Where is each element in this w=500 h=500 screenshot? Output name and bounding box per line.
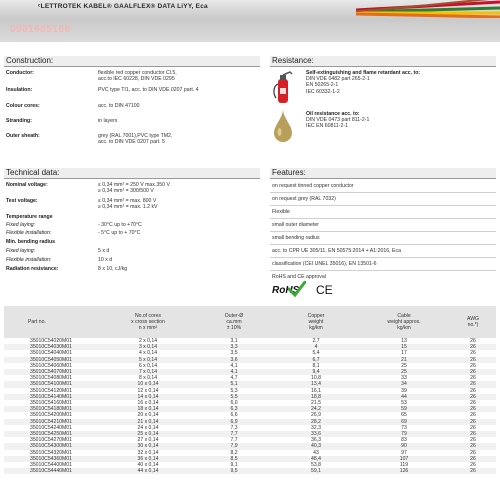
cell-part-no: 35010C54360M01 [4, 456, 102, 462]
cell-cores: 36 x 0,14 [102, 456, 194, 462]
cell-copper-weight: 24,2 [274, 406, 358, 412]
cell-part-no: 35010C54070M01 [4, 369, 102, 375]
construction-key: Outer sheath: [6, 133, 40, 139]
cell-cable-weight: 39 [401, 387, 407, 394]
cell-cable-weight: 25 [358, 369, 450, 375]
cell-awg: 26 [470, 338, 476, 344]
cell-awg: 26 [470, 462, 476, 469]
cell-cores: 24 x 0,14 [137, 424, 159, 431]
feature-divider [270, 270, 496, 271]
technical-value: 10 x d [98, 257, 113, 263]
cell-cores: 4 x 0,14 [138, 350, 158, 357]
technical-key: Nominal voltage: [6, 182, 48, 188]
cell-cores: 14 x 0,14 [102, 394, 194, 400]
column-header-awg: AWG no.*) [450, 306, 496, 338]
cell-copper-weight: 16,1 [311, 387, 321, 394]
column-header-part-no: Part no. [4, 306, 102, 338]
cell-cores: 6 x 0,14 [138, 362, 158, 369]
phone-watermark: 0981685188 [10, 24, 71, 35]
cell-part-no: 35010C54120M01 [30, 387, 72, 394]
resistance-heading [270, 56, 496, 67]
cell-cable-weight: 83 [401, 437, 407, 444]
oil-drop-icon [272, 108, 294, 144]
cell-awg: 26 [470, 350, 476, 357]
cell-outer-diameter: 3,1 [230, 338, 238, 344]
feature-divider [270, 244, 496, 245]
cell-copper-weight: 40,3 [274, 443, 358, 449]
column-header-outer-diameter: Outer-Ø ca.mm ± 10% [194, 306, 274, 338]
cell-cores: 44 x 0,14 [102, 468, 194, 474]
technical-value: ≤ 0,34 mm² = 250 V max.350 V ≥ 0,34 mm² = 300/500 V [98, 182, 170, 195]
cell-copper-weight: 5,4 [312, 350, 320, 357]
construction-key: Insulation: [6, 87, 33, 93]
cell-outer-diameter: 7,7 [230, 437, 238, 444]
cell-awg: 26 [470, 387, 476, 394]
cell-awg: 26 [470, 375, 476, 382]
technical-value: - 30°C up to +70°C [98, 222, 142, 228]
cell-part-no: 35010C54250M01 [4, 431, 102, 437]
cell-cores: 32 x 0,14 [137, 449, 159, 456]
feature-divider [270, 192, 496, 193]
feature-divider [270, 218, 496, 219]
cell-copper-weight: 33,6 [274, 431, 358, 437]
cell-copper-weight: 2,7 [312, 338, 320, 344]
technical-value: 5 x d [98, 248, 110, 254]
cell-awg: 26 [450, 456, 496, 462]
rohs-label: RoHS [272, 285, 300, 296]
feature-divider [270, 231, 496, 232]
cell-outer-diameter: 9,5 [194, 468, 274, 474]
cell-cores: 21 x 0,14 [102, 419, 194, 425]
technical-key: Flexible installation: [6, 257, 52, 263]
cell-copper-weight: 36,3 [311, 437, 321, 444]
feature-item: Flexible [272, 209, 290, 215]
cell-cable-weight: 107 [358, 456, 450, 462]
construction-value: acc. to DIN 47100 [98, 103, 140, 109]
feature-item: small bending radius [272, 235, 320, 241]
technical-key: Flexible installation: [6, 230, 52, 236]
cell-cores: 30 x 0,14 [102, 443, 194, 449]
resistance-oil-title: Oil resistance acc. to: [306, 111, 360, 117]
technical-key: Min. bending radius [6, 239, 55, 245]
cell-cable-weight: 17 [401, 350, 407, 357]
cell-part-no: 35010C54180M01 [4, 406, 102, 412]
cell-cores: 7 x 0,14 [102, 369, 194, 375]
table-header-row [4, 306, 496, 338]
feature-divider [270, 257, 496, 258]
technical-key: Test voltage: [6, 198, 38, 204]
technical-key: Radiation resistance: [6, 266, 59, 272]
cell-cores: 20 x 0,14 [137, 412, 159, 419]
cell-copper-weight: 48,4 [274, 456, 358, 462]
cell-part-no: 35010C54140M01 [4, 394, 102, 400]
cell-outer-diameter: 3,6 [194, 357, 274, 363]
cell-cable-weight: 65 [401, 412, 407, 419]
cell-cable-weight: 33 [401, 375, 407, 382]
cell-awg: 26 [450, 443, 496, 449]
cell-cable-weight: 73 [401, 424, 407, 431]
cell-cores: 40 x 0,14 [137, 462, 159, 469]
resistance-oil-item [306, 111, 496, 130]
cell-outer-diameter: 6,6 [230, 412, 238, 419]
cell-cable-weight: 44 [358, 394, 450, 400]
technical-key: Temperature range [6, 214, 53, 220]
cell-awg: 26 [450, 406, 496, 412]
cell-awg: 26 [450, 344, 496, 350]
cell-copper-weight: 26,9 [311, 412, 321, 419]
cell-cores: 10 x 0,14 [102, 381, 194, 387]
cell-copper-weight: 21,5 [311, 400, 321, 407]
features-title: Features: [270, 168, 496, 178]
cell-part-no: 35010C54160M01 [30, 400, 72, 407]
construction-title: Construction: [4, 56, 260, 66]
cell-awg: 26 [470, 362, 476, 369]
feature-divider [270, 205, 496, 206]
technical-title: Technical data: [4, 168, 260, 178]
cell-outer-diameter: 6,9 [194, 419, 274, 425]
cell-copper-weight: 53,8 [311, 462, 321, 469]
cell-part-no: 35010C54020M01 [30, 338, 72, 344]
feature-item: RoHS and CE approval [272, 274, 326, 280]
construction-key: Conductor: [6, 70, 34, 76]
cell-part-no: 35010C54200M01 [30, 412, 72, 419]
column-header-copper-weight: Copper weight kg/km [274, 306, 358, 338]
cell-cable-weight: 21 [358, 357, 450, 363]
technical-value: ≤ 0,34 mm² = max. 800 V ≥ 0,34 mm² = max. 1.2 kV [98, 198, 158, 211]
cell-cores: 5 x 0,14 [102, 357, 194, 363]
cell-outer-diameter: 5,1 [194, 381, 274, 387]
cell-part-no: 35010C54270M01 [30, 437, 72, 444]
cell-outer-diameter: 7,9 [194, 443, 274, 449]
cell-part-no: 35010C54080M01 [30, 375, 72, 382]
feature-item: acc. to CPR UE 305/11, EN 50575:2014 + A1:2016, Eca [272, 248, 401, 254]
cell-outer-diameter: 9,1 [230, 462, 238, 469]
cell-awg: 26 [450, 431, 496, 437]
cell-outer-diameter: 8,2 [230, 449, 238, 456]
technical-value: 8 x 10, cJ/kg [98, 266, 128, 272]
construction-key: Colour cores: [6, 103, 40, 109]
resistance-flame-standards: DIN VDE 0482 part 265-2-1 EN 50265-2-1 IEC 60332-1-2 [306, 76, 370, 95]
cell-cable-weight: 79 [358, 431, 450, 437]
cell-cable-weight: 59 [358, 406, 450, 412]
cable-print-text: ᶜLETTROTEK KABEL® GAALFLEX® DATA LiYY, Eca [38, 3, 208, 10]
feature-item: on request grey (RAL 7032) [272, 196, 336, 202]
cell-outer-diameter: 8,5 [194, 456, 274, 462]
rohs-logo [272, 283, 306, 299]
construction-list [6, 70, 260, 180]
cell-copper-weight: 8,1 [312, 362, 320, 369]
cell-outer-diameter: 5,3 [230, 387, 238, 394]
cell-cable-weight: 97 [401, 449, 407, 456]
cell-copper-weight: 10,8 [311, 375, 321, 382]
cell-cable-weight: 15 [358, 344, 450, 350]
fire-extinguisher-icon [272, 70, 294, 104]
cell-part-no: 35010C54240M01 [30, 424, 72, 431]
technical-list [6, 182, 260, 292]
feature-item: on request tinned copper conductor [272, 183, 354, 189]
cell-cores: 2 x 0,14 [138, 338, 158, 344]
cable-wires-image [356, 0, 500, 18]
cell-part-no: 35010C54320M01 [30, 449, 72, 456]
construction-value: PVC type TI1, acc. to DIN VDE 0207 part. 4 [98, 87, 199, 93]
feature-item: small outer diameter [272, 222, 319, 228]
cell-cores: 18 x 0,14 [102, 406, 194, 412]
cell-cores: 3 x 0,14 [102, 344, 194, 350]
cell-awg: 26 [450, 357, 496, 363]
cell-copper-weight: 9,4 [274, 369, 358, 375]
cell-awg: 26 [470, 400, 476, 407]
cell-cable-weight: 126 [358, 468, 450, 474]
feature-item: classification (CEI UNEL 35016), EN 13501-6 [272, 261, 377, 267]
cell-outer-diameter: 4,1 [194, 369, 274, 375]
cell-outer-diameter: 3,5 [230, 350, 238, 357]
cell-cable-weight: 119 [399, 462, 409, 469]
cell-outer-diameter: 6,0 [230, 400, 238, 407]
cell-part-no: 35010C54040M01 [30, 350, 72, 357]
cell-awg: 26 [450, 419, 496, 425]
column-header-cable-weight: Cable weight approx. kg/km [358, 306, 450, 338]
cell-outer-diameter: 5,5 [194, 394, 274, 400]
cell-awg: 26 [450, 468, 496, 474]
construction-key: Stranding: [6, 118, 32, 124]
column-header-cores: No.of cores x cross section n x mm² [102, 306, 194, 338]
cell-awg: 26 [470, 449, 476, 456]
cell-cores: 25 x 0,14 [102, 431, 194, 437]
cell-outer-diameter: 7,7 [194, 431, 274, 437]
cell-cores: 12 x 0,14 [137, 387, 159, 394]
cell-part-no: 35010C54210M01 [4, 419, 102, 425]
construction-value: in layers [98, 118, 118, 124]
cell-part-no: 35010C54440M01 [4, 468, 102, 474]
resistance-oil-standards: DIN VDE 0473 part 811-2-1 IEC EN 60811-2-1 [306, 117, 370, 130]
cell-cable-weight: 69 [358, 419, 450, 425]
cell-awg: 26 [450, 381, 496, 387]
cell-copper-weight: 59,1 [274, 468, 358, 474]
cell-copper-weight: 43 [313, 449, 319, 456]
construction-value: grey (RAL 7001),PVC type TM2, acc. to DIN VDE 0207 part. 5 [98, 133, 173, 146]
cell-part-no: 35010C54050M01 [4, 357, 102, 363]
cell-cable-weight: 25 [401, 362, 407, 369]
cell-copper-weight: 4 [274, 344, 358, 350]
construction-heading [4, 56, 260, 67]
cell-awg: 26 [450, 369, 496, 375]
cell-outer-diameter: 6,3 [194, 406, 274, 412]
cable-data-table [4, 306, 496, 474]
features-heading [270, 168, 496, 179]
cell-awg: 26 [450, 394, 496, 400]
cell-cores: 27 x 0,14 [137, 437, 159, 444]
checkmark-icon [288, 281, 306, 297]
cell-outer-diameter: 4,1 [230, 362, 238, 369]
cell-awg: 26 [470, 424, 476, 431]
resistance-title: Resistance: [270, 56, 496, 66]
cell-awg: 26 [470, 412, 476, 419]
cell-copper-weight: 13,4 [274, 381, 358, 387]
resistance-flame-item [306, 70, 496, 95]
cell-cable-weight: 90 [358, 443, 450, 449]
resistance-flame-title: Self-extinguishing and flame retardant acc. to: [306, 70, 421, 76]
cell-cores: 8 x 0,14 [138, 375, 158, 382]
cell-copper-weight: 6,7 [274, 357, 358, 363]
ce-mark: CE [316, 283, 333, 297]
cell-copper-weight: 18,8 [274, 394, 358, 400]
technical-value: - 5°C up to + 70°C [98, 230, 141, 236]
cell-part-no: 35010C54400M01 [30, 462, 72, 469]
cell-awg: 26 [470, 437, 476, 444]
cell-cable-weight: 53 [401, 400, 407, 407]
cell-cores: 16 x 0,14 [137, 400, 159, 407]
technical-heading [4, 168, 260, 179]
technical-key: Fixed laying: [6, 222, 36, 228]
cell-outer-diameter: 3,3 [194, 344, 274, 350]
cell-cable-weight: 13 [401, 338, 407, 344]
table-row [4, 468, 496, 474]
cell-cable-weight: 34 [358, 381, 450, 387]
technical-key: Fixed laying: [6, 248, 36, 254]
cable-image-banner [0, 0, 500, 42]
cell-part-no: 35010C54100M01 [4, 381, 102, 387]
table-body [4, 338, 496, 474]
cell-outer-diameter: 7,3 [230, 424, 238, 431]
cell-copper-weight: 32,3 [311, 424, 321, 431]
construction-value: flexible red copper conductor Cl.5, acc.to IEC 60228, DIN VDE 0295 [98, 70, 177, 83]
cell-part-no: 35010C54030M01 [4, 344, 102, 350]
cell-part-no: 35010C54300M01 [4, 443, 102, 449]
cell-copper-weight: 28,2 [274, 419, 358, 425]
cell-outer-diameter: 4,7 [230, 375, 238, 382]
cell-part-no: 35010C54060M01 [30, 362, 72, 369]
